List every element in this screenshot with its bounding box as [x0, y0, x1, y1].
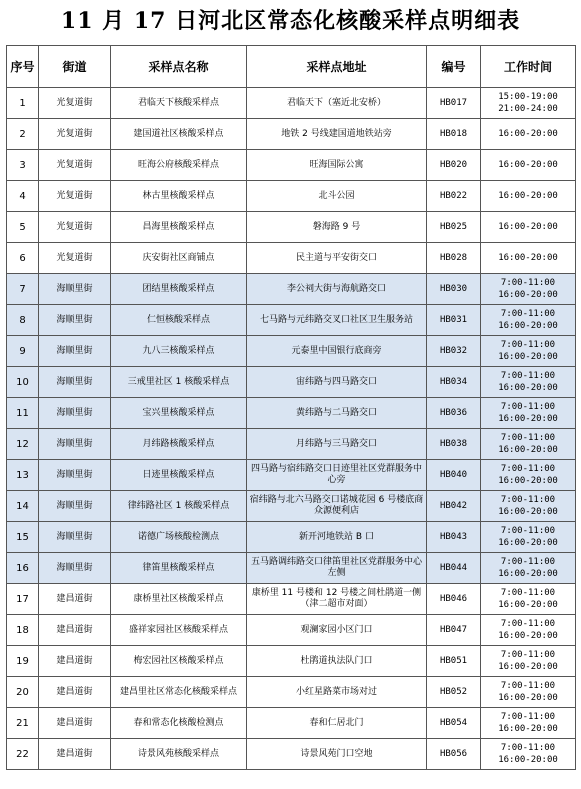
row-address: 北斗公园 — [247, 181, 427, 212]
row-hours-slot-2: 16:00-20:00 — [498, 631, 558, 641]
row-code: HB031 — [427, 305, 481, 336]
row-hours — [481, 522, 576, 553]
row-hours — [481, 491, 576, 522]
row-address: 旺海国际公寓 — [247, 150, 427, 181]
row-address: 宙纬路与四马路交口 — [247, 367, 427, 398]
row-code: HB046 — [427, 584, 481, 615]
row-hours-slot-2: 16:00-20:00 — [498, 662, 558, 672]
row-hours-slot-1: 15:00-19:00 — [498, 92, 558, 102]
row-hours-slot-1: 7:00-11:00 — [500, 433, 556, 443]
row-hours-slot-2: 21:00-24:00 — [498, 104, 558, 114]
row-street: 海顺里街 — [39, 367, 111, 398]
row-site-name: 月纬路核酸采样点 — [111, 429, 247, 460]
row-address: 观澜家园小区门口 — [247, 615, 427, 646]
row-seq: 6 — [7, 243, 39, 274]
table-row — [7, 305, 576, 336]
row-hours — [481, 150, 576, 181]
row-hours — [481, 212, 576, 243]
row-seq: 4 — [7, 181, 39, 212]
row-hours — [481, 305, 576, 336]
row-site-name: 日迹里核酸采样点 — [111, 460, 247, 491]
table-row — [7, 119, 576, 150]
row-hours — [481, 677, 576, 708]
row-street: 海顺里街 — [39, 522, 111, 553]
row-site-name: 律纬路社区 1 核酸采样点 — [111, 491, 247, 522]
table-header-row — [7, 46, 576, 88]
row-hours-slot-2: 16:00-20:00 — [498, 538, 558, 548]
row-seq: 3 — [7, 150, 39, 181]
table-row — [7, 150, 576, 181]
row-hours-slot-2: 16:00-20:00 — [498, 321, 558, 331]
row-seq: 1 — [7, 88, 39, 119]
row-code: HB022 — [427, 181, 481, 212]
row-code: HB030 — [427, 274, 481, 305]
row-hours-slot-1: 7:00-11:00 — [500, 278, 556, 288]
row-code: HB047 — [427, 615, 481, 646]
row-hours-slot-1: 7:00-11:00 — [500, 619, 556, 629]
page-title: 11 月 17 日河北区常态化核酸采样点明细表 — [60, 8, 521, 34]
row-site-name: 诺德广场核酸检测点 — [111, 522, 247, 553]
table-row — [7, 429, 576, 460]
row-address: 小红星路菜市场对过 — [247, 677, 427, 708]
row-site-name: 仁恒核酸采样点 — [111, 305, 247, 336]
row-site-name: 诗景风苑核酸采样点 — [111, 739, 247, 770]
row-site-name: 团结里核酸采样点 — [111, 274, 247, 305]
row-site-name: 九八三核酸采样点 — [111, 336, 247, 367]
row-street: 海顺里街 — [39, 274, 111, 305]
row-hours-slot-1: 7:00-11:00 — [500, 743, 556, 753]
row-code: HB056 — [427, 739, 481, 770]
table-row — [7, 708, 576, 739]
row-street: 海顺里街 — [39, 491, 111, 522]
row-address: 地铁 2 号线建国道地铁站旁 — [247, 119, 427, 150]
row-hours-slot-1: 7:00-11:00 — [500, 650, 556, 660]
row-hours-slot-2: 16:00-20:00 — [498, 755, 558, 765]
row-hours-slot-1: 7:00-11:00 — [500, 495, 556, 505]
table-row — [7, 460, 576, 491]
row-code: HB044 — [427, 553, 481, 584]
row-code: HB017 — [427, 88, 481, 119]
row-street: 建昌道街 — [39, 677, 111, 708]
row-hours — [481, 274, 576, 305]
row-hours — [481, 584, 576, 615]
row-hours-slot-2: 16:00-20:00 — [498, 724, 558, 734]
table-row — [7, 615, 576, 646]
row-street: 建昌道街 — [39, 584, 111, 615]
row-address: 七马路与元纬路交叉口社区卫生服务站 — [247, 305, 427, 336]
row-site-name: 三戒里社区 1 核酸采样点 — [111, 367, 247, 398]
row-seq: 21 — [7, 708, 39, 739]
row-seq: 15 — [7, 522, 39, 553]
row-hours-slot-1: 16:00-20:00 — [498, 129, 558, 139]
row-hours — [481, 739, 576, 770]
row-code: HB028 — [427, 243, 481, 274]
row-site-name: 庆安街社区商铺点 — [111, 243, 247, 274]
table-row — [7, 677, 576, 708]
row-address: 月纬路与三马路交口 — [247, 429, 427, 460]
table-row — [7, 274, 576, 305]
row-hours-slot-2: 16:00-20:00 — [498, 693, 558, 703]
row-code: HB054 — [427, 708, 481, 739]
row-seq: 22 — [7, 739, 39, 770]
row-hours-slot-1: 16:00-20:00 — [498, 222, 558, 232]
row-code: HB020 — [427, 150, 481, 181]
row-hours-slot-1: 7:00-11:00 — [500, 557, 556, 567]
row-address: 李公祠大街与海航路交口 — [247, 274, 427, 305]
row-site-name: 盛祥家园社区核酸采样点 — [111, 615, 247, 646]
row-hours-slot-1: 7:00-11:00 — [500, 309, 556, 319]
header-street: 街道 — [39, 46, 111, 88]
row-site-name: 宝兴里核酸采样点 — [111, 398, 247, 429]
row-street: 光复道街 — [39, 243, 111, 274]
row-hours — [481, 88, 576, 119]
row-hours — [481, 708, 576, 739]
table-row — [7, 522, 576, 553]
row-code: HB036 — [427, 398, 481, 429]
row-hours-slot-1: 7:00-11:00 — [500, 681, 556, 691]
row-address: 黄纬路与二马路交口 — [247, 398, 427, 429]
row-code: HB040 — [427, 460, 481, 491]
row-hours-slot-2: 16:00-20:00 — [498, 445, 558, 455]
row-address: 宿纬路与北六马路交口诺城花园 6 号楼底商众源便利店 — [247, 491, 427, 522]
row-street: 建昌道街 — [39, 739, 111, 770]
row-seq: 12 — [7, 429, 39, 460]
row-hours-slot-2: 16:00-20:00 — [498, 507, 558, 517]
row-address: 民主道与平安街交口 — [247, 243, 427, 274]
row-site-name: 律笛里核酸采样点 — [111, 553, 247, 584]
row-seq: 7 — [7, 274, 39, 305]
row-hours-slot-2: 16:00-20:00 — [498, 352, 558, 362]
row-address: 君临天下（塞近北安桥） — [247, 88, 427, 119]
row-hours — [481, 553, 576, 584]
row-hours-slot-1: 16:00-20:00 — [498, 160, 558, 170]
row-seq: 5 — [7, 212, 39, 243]
table-row — [7, 646, 576, 677]
row-street: 光复道街 — [39, 212, 111, 243]
row-code: HB042 — [427, 491, 481, 522]
row-seq: 17 — [7, 584, 39, 615]
table-row — [7, 367, 576, 398]
row-street: 海顺里街 — [39, 305, 111, 336]
row-address: 五马路调纬路交口律笛里社区党群服务中心左侧 — [247, 553, 427, 584]
row-site-name: 梅宏园社区核酸采样点 — [111, 646, 247, 677]
row-site-name: 君临天下核酸采样点 — [111, 88, 247, 119]
row-street: 海顺里街 — [39, 398, 111, 429]
row-hours-slot-1: 16:00-20:00 — [498, 253, 558, 263]
table-row — [7, 553, 576, 584]
table-row — [7, 88, 576, 119]
row-street: 光复道街 — [39, 119, 111, 150]
row-street: 海顺里街 — [39, 429, 111, 460]
row-site-name: 康桥里社区核酸采样点 — [111, 584, 247, 615]
row-seq: 10 — [7, 367, 39, 398]
header-address: 采样点地址 — [247, 46, 427, 88]
row-hours-slot-1: 7:00-11:00 — [500, 402, 556, 412]
row-street: 光复道街 — [39, 88, 111, 119]
row-hours-slot-2: 16:00-20:00 — [498, 383, 558, 393]
table-body — [7, 88, 576, 770]
row-hours-slot-1: 7:00-11:00 — [500, 526, 556, 536]
row-hours — [481, 429, 576, 460]
row-address: 元泰里中国银行底商旁 — [247, 336, 427, 367]
row-hours-slot-2: 16:00-20:00 — [498, 290, 558, 300]
row-site-name: 林古里核酸采样点 — [111, 181, 247, 212]
row-code: HB052 — [427, 677, 481, 708]
row-street: 海顺里街 — [39, 336, 111, 367]
row-hours — [481, 181, 576, 212]
row-street: 海顺里街 — [39, 553, 111, 584]
row-seq: 8 — [7, 305, 39, 336]
sampling-sites-table — [6, 45, 576, 770]
row-street: 海顺里街 — [39, 460, 111, 491]
row-site-name: 春和常态化核酸检测点 — [111, 708, 247, 739]
table-row — [7, 584, 576, 615]
row-site-name: 建国道社区核酸采样点 — [111, 119, 247, 150]
row-seq: 19 — [7, 646, 39, 677]
row-address: 康桥里 11 号楼和 12 号楼之间杜鹃道一侧（津二超市对面） — [247, 584, 427, 615]
header-hours: 工作时间 — [481, 46, 576, 88]
table-row — [7, 212, 576, 243]
header-code: 编号 — [427, 46, 481, 88]
row-seq: 9 — [7, 336, 39, 367]
row-seq: 14 — [7, 491, 39, 522]
row-hours-slot-1: 7:00-11:00 — [500, 464, 556, 474]
row-seq: 2 — [7, 119, 39, 150]
row-street: 建昌道街 — [39, 615, 111, 646]
row-hours-slot-1: 7:00-11:00 — [500, 371, 556, 381]
row-seq: 16 — [7, 553, 39, 584]
row-hours — [481, 243, 576, 274]
row-seq: 18 — [7, 615, 39, 646]
row-hours-slot-2: 16:00-20:00 — [498, 600, 558, 610]
row-hours — [481, 460, 576, 491]
row-code: HB051 — [427, 646, 481, 677]
table-row — [7, 491, 576, 522]
row-site-name: 建昌里社区常态化核酸采样点 — [111, 677, 247, 708]
row-street: 建昌道街 — [39, 708, 111, 739]
row-hours — [481, 398, 576, 429]
row-site-name: 旺海公府核酸采样点 — [111, 150, 247, 181]
table-row — [7, 243, 576, 274]
row-address: 新开河地铁站 B 口 — [247, 522, 427, 553]
row-hours-slot-2: 16:00-20:00 — [498, 414, 558, 424]
row-hours — [481, 336, 576, 367]
header-seq: 序号 — [7, 46, 39, 88]
row-address: 四马路与宿纬路交口日迹里社区党群服务中心旁 — [247, 460, 427, 491]
row-code: HB043 — [427, 522, 481, 553]
row-site-name: 昌海里核酸采样点 — [111, 212, 247, 243]
row-hours-slot-1: 7:00-11:00 — [500, 340, 556, 350]
row-address: 杜鹃道执法队门口 — [247, 646, 427, 677]
row-street: 光复道街 — [39, 181, 111, 212]
row-address: 磐海路 9 号 — [247, 212, 427, 243]
row-hours — [481, 367, 576, 398]
row-hours-slot-1: 7:00-11:00 — [500, 712, 556, 722]
row-address: 诗景风苑门口空地 — [247, 739, 427, 770]
header-name: 采样点名称 — [111, 46, 247, 88]
row-street: 光复道街 — [39, 150, 111, 181]
row-code: HB032 — [427, 336, 481, 367]
row-address: 春和仁居北门 — [247, 708, 427, 739]
row-hours-slot-2: 16:00-20:00 — [498, 569, 558, 579]
table-row — [7, 398, 576, 429]
table-row — [7, 181, 576, 212]
row-code: HB025 — [427, 212, 481, 243]
row-code: HB038 — [427, 429, 481, 460]
row-hours-slot-1: 7:00-11:00 — [500, 588, 556, 598]
row-code: HB018 — [427, 119, 481, 150]
row-hours-slot-2: 16:00-20:00 — [498, 476, 558, 486]
table-row — [7, 336, 576, 367]
row-street: 建昌道街 — [39, 646, 111, 677]
row-hours — [481, 615, 576, 646]
row-hours — [481, 646, 576, 677]
row-hours-slot-1: 16:00-20:00 — [498, 191, 558, 201]
table-row — [7, 739, 576, 770]
row-hours — [481, 119, 576, 150]
row-code: HB034 — [427, 367, 481, 398]
row-seq: 13 — [7, 460, 39, 491]
row-seq: 20 — [7, 677, 39, 708]
row-seq: 11 — [7, 398, 39, 429]
